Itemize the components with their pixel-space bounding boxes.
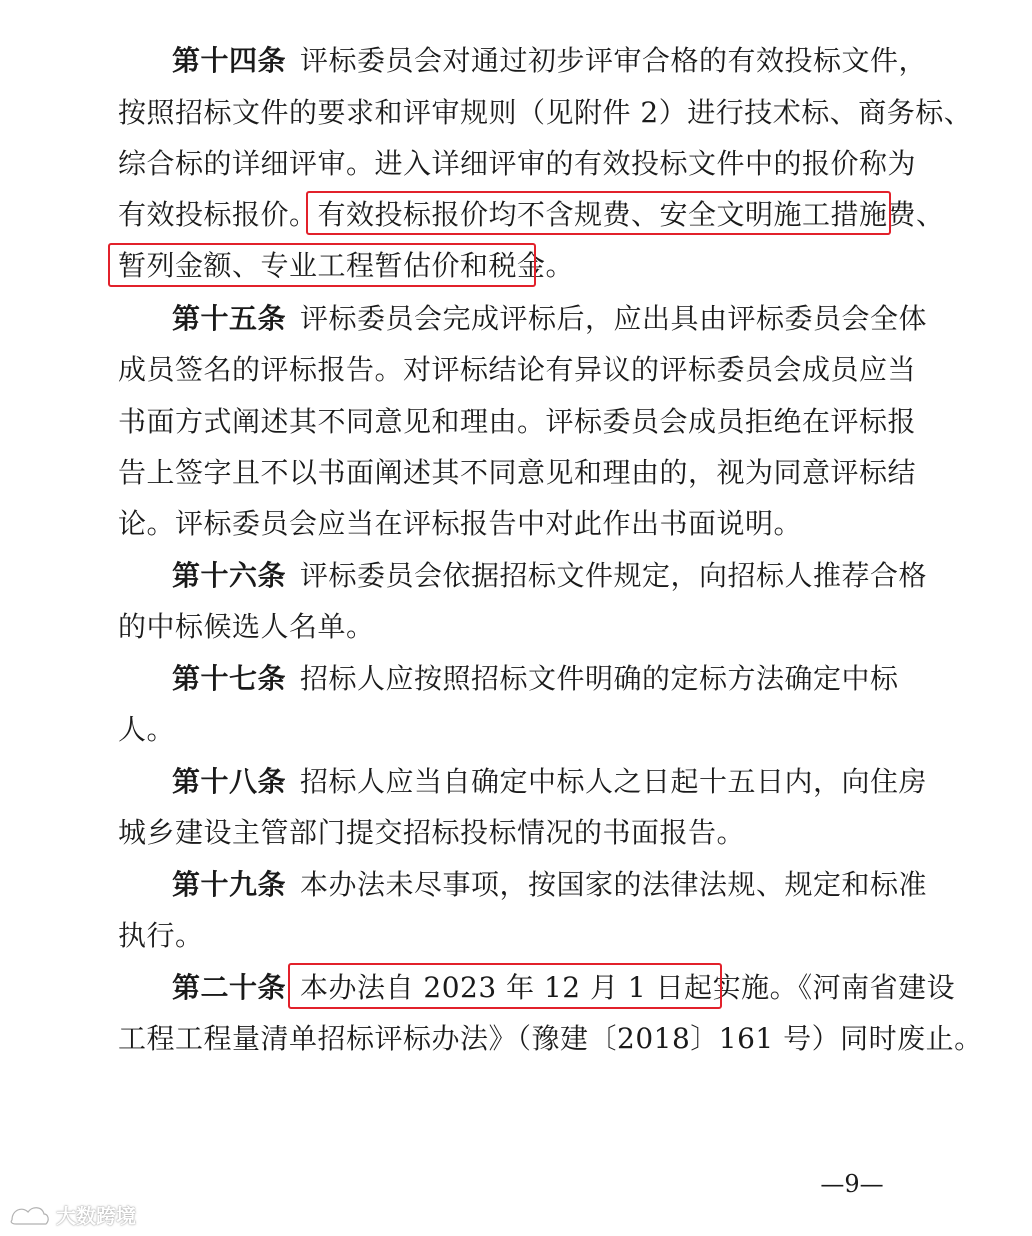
article-15-number: 第十五条 bbox=[172, 302, 287, 335]
article-19-line-1: 第十九条 本办法未尽事项，按国家的法律法规、规定和标准 bbox=[172, 868, 928, 901]
article-17-line-2: 人。 bbox=[118, 713, 176, 746]
highlighted-text-1b: 暂列金额、专业工程暂估价和税金。 bbox=[118, 249, 575, 282]
article-16-number: 第十六条 bbox=[172, 559, 287, 592]
article-14-line-1: 第十四条 评标委员会对通过初步评审合格的有效投标文件， bbox=[172, 44, 928, 77]
watermark bbox=[8, 1198, 136, 1230]
page-number: —9— bbox=[820, 1170, 884, 1198]
article-20-line-2: 工程工程量清单招标评标办法》（豫建〔2018〕161 号）同时废止。 bbox=[118, 1022, 983, 1055]
watermark-logo-icon bbox=[8, 1200, 52, 1228]
article-15-line-3: 书面方式阐述其不同意见和理由。评标委员会成员拒绝在评标报 bbox=[118, 405, 917, 438]
article-17-number: 第十七条 bbox=[172, 662, 287, 695]
highlighted-text-1a: 有效投标报价均不含规费、安全文明施工措施费、 bbox=[317, 198, 945, 231]
article-19-number: 第十九条 bbox=[172, 868, 287, 901]
article-15-line-1: 第十五条 评标委员会完成评标后，应出具由评标委员会全体 bbox=[172, 302, 928, 335]
highlighted-effective-date: 本办法自 2023 年 12 月 1 日起实施。 bbox=[300, 971, 799, 1004]
article-14-line-3: 综合标的详细评审。进入详细评审的有效投标文件中的报价称为 bbox=[118, 147, 917, 180]
watermark-text: 大数跨境 bbox=[56, 1203, 136, 1228]
article-19-line-2: 执行。 bbox=[118, 919, 204, 952]
article-18-number: 第十八条 bbox=[172, 765, 287, 798]
article-15-line-5: 论。评标委员会应当在评标报告中对此作出书面说明。 bbox=[118, 507, 803, 540]
article-18-line-1: 第十八条 招标人应当自确定中标人之日起十五日内，向住房 bbox=[172, 765, 928, 798]
article-18-line-2: 城乡建设主管部门提交招标投标情况的书面报告。 bbox=[118, 816, 746, 849]
article-20-number: 第二十条 bbox=[172, 971, 287, 1004]
article-20-line-1: 第二十条 本办法自 2023 年 12 月 1 日起实施。《河南省建设 bbox=[172, 971, 956, 1004]
article-15-line-2: 成员签名的评标报告。对评标结论有异议的评标委员会成员应当 bbox=[118, 353, 917, 386]
article-14-line-2: 按照招标文件的要求和评审规则（见附件 2）进行技术标、商务标、 bbox=[118, 96, 973, 129]
article-15-line-4: 告上签字且不以书面阐述其不同意见和理由的，视为同意评标结 bbox=[118, 456, 917, 489]
article-14-line-4: 有效投标报价。有效投标报价均不含规费、安全文明施工措施费、 bbox=[118, 198, 945, 231]
article-16-line-2: 的中标候选人名单。 bbox=[118, 610, 375, 643]
article-16-line-1: 第十六条 评标委员会依据招标文件规定，向招标人推荐合格 bbox=[172, 559, 928, 592]
article-17-line-1: 第十七条 招标人应按照招标文件明确的定标方法确定中标 bbox=[172, 662, 899, 695]
article-14-number: 第十四条 bbox=[172, 44, 287, 77]
